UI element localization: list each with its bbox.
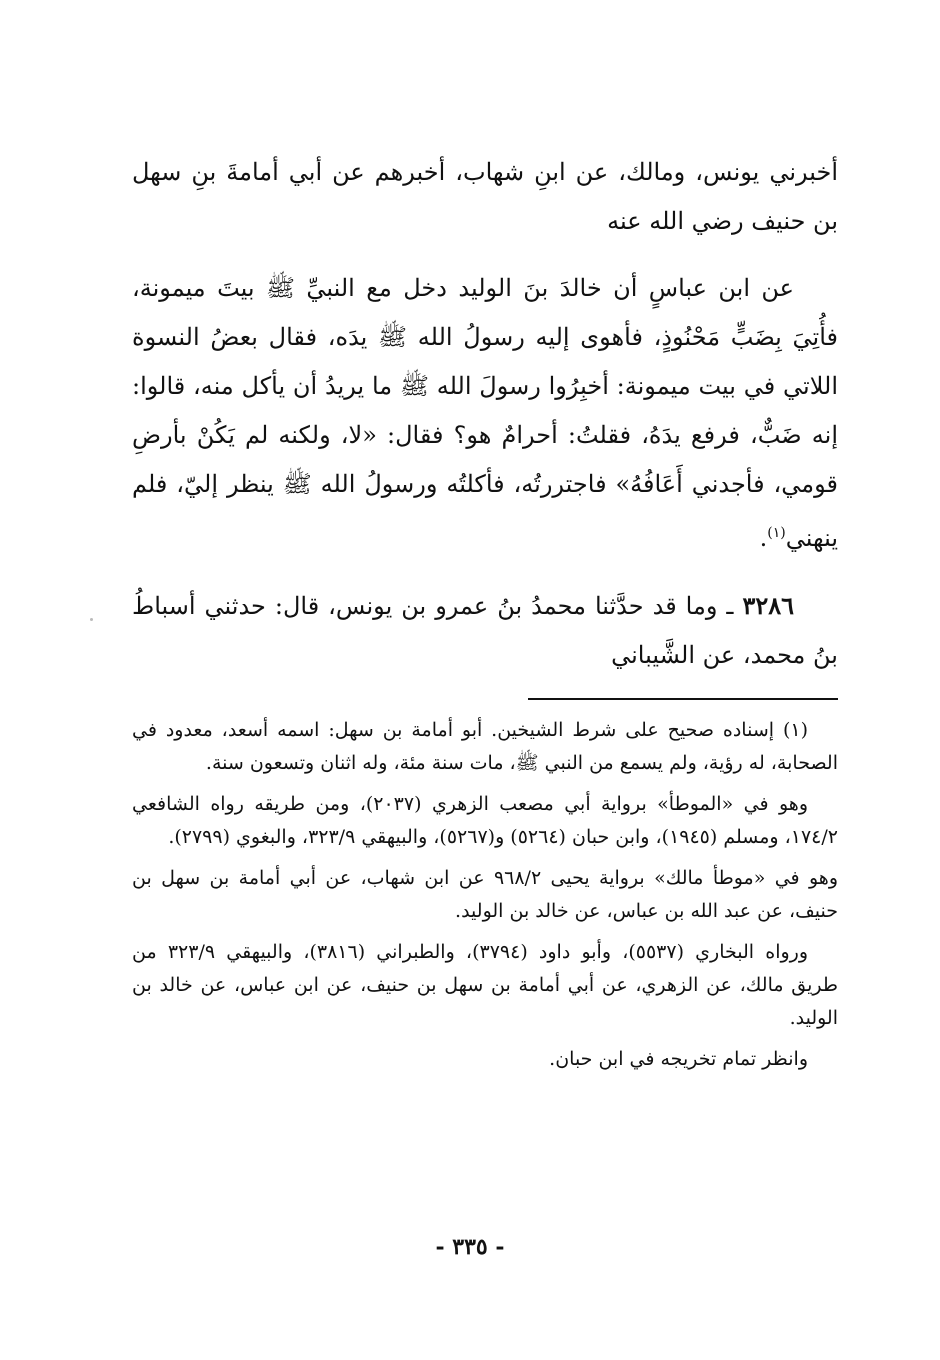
hadith-text-end: . xyxy=(759,524,768,552)
hadith-chain: ـ وما قد حدَّثنا محمدُ بنُ عمرو بن يونس، قال: حدثني أسباطُ بنُ محمد، عن الشَّيباني xyxy=(132,592,838,669)
page-body xyxy=(132,148,838,1308)
main-text xyxy=(132,148,838,680)
paragraph-chain-continuation: أخبرني يونس، ومالك، عن ابنِ شهاب، أخبرهم عن أبي أمامةَ بنِ سهل بن حنيف رضي الله عنه xyxy=(132,158,838,235)
footnote-reference: (١) xyxy=(767,525,786,541)
footnote-sources-yahya: وهو في «موطأ مالك» برواية يحيى ٩٦٨/٢ عن ابن شهاب، عن أبي أمامة بن سهل بن حنيف، عن عبد الله بن عباس، عن خالد بن الوليد. xyxy=(132,867,838,922)
paragraph-hadith-3286 xyxy=(132,581,838,680)
hadith-number: ٣٢٨٦ xyxy=(742,591,794,620)
page-number: - ٣٣٥ - xyxy=(435,1234,505,1260)
paragraph-hadith-text xyxy=(132,264,838,563)
footnote-see-also: وانظر تمام تخريجه في ابن حبان. xyxy=(549,1048,808,1070)
footnote-sources-bukhari: ورواه البخاري (٥٥٣٧)، وأبو داود (٣٧٩٤)، والطبراني (٣٨١٦)، والبيهقي ٣٢٣/٩ من طريق مالك، عن الزهري، عن أبي أمامة بن سهل بن حنيف، عن ابن عباس، عن خالد بن الوليد. xyxy=(132,941,838,1029)
footnote-divider xyxy=(528,698,838,700)
hadith-text: عن ابن عباسٍ أن خالدَ بنَ الوليد دخل مع النبيِّ ﷺ بيتَ ميمونة، فأُتِيَ بِضَبٍّ مَحْنُوذٍ، فأهوى إليه رسولُ الله ﷺ يدَه، فقال بعضُ النسوة اللاتي في بيت ميمونة: أخبِرُوا رسولَ الله ﷺ ما يريدُ أن يأكل منه، قالوا: إنه ضَبٌّ، فرفع يدَهُ، فقلتُ: أحرامٌ هو؟ فقال: «لا، ولكنه لم يَكُنْ بأرضِ قومي، فأجدني أَعَافُهُ» فاجتررتُه، فأكلتُه ورسولُ الله ﷺ ينظر إليّ، فلم ينهني xyxy=(132,274,838,552)
footnote-1: (١) إسناده صحيح على شرط الشيخين. أبو أمامة بن سهل: اسمه أسعد، معدود في الصحابة، له رؤية، ولم يسمع من النبي ﷺ، مات سنة مئة، وله اثنان وتسعون سنة. xyxy=(132,719,838,774)
margin-mark xyxy=(90,618,93,621)
footnotes xyxy=(132,714,838,1076)
footnote-sources-muwatta: وهو في «الموطأ» برواية أبي مصعب الزهري (٢٠٣٧)، ومن طريقه رواه الشافعي ١٧٤/٢، ومسلم (١٩٤٥)، وابن حبان (٥٢٦٤) و(٥٢٦٧)، والبيهقي ٣٢٣/٩، والبغوي (٢٧٩٩). xyxy=(132,793,838,848)
